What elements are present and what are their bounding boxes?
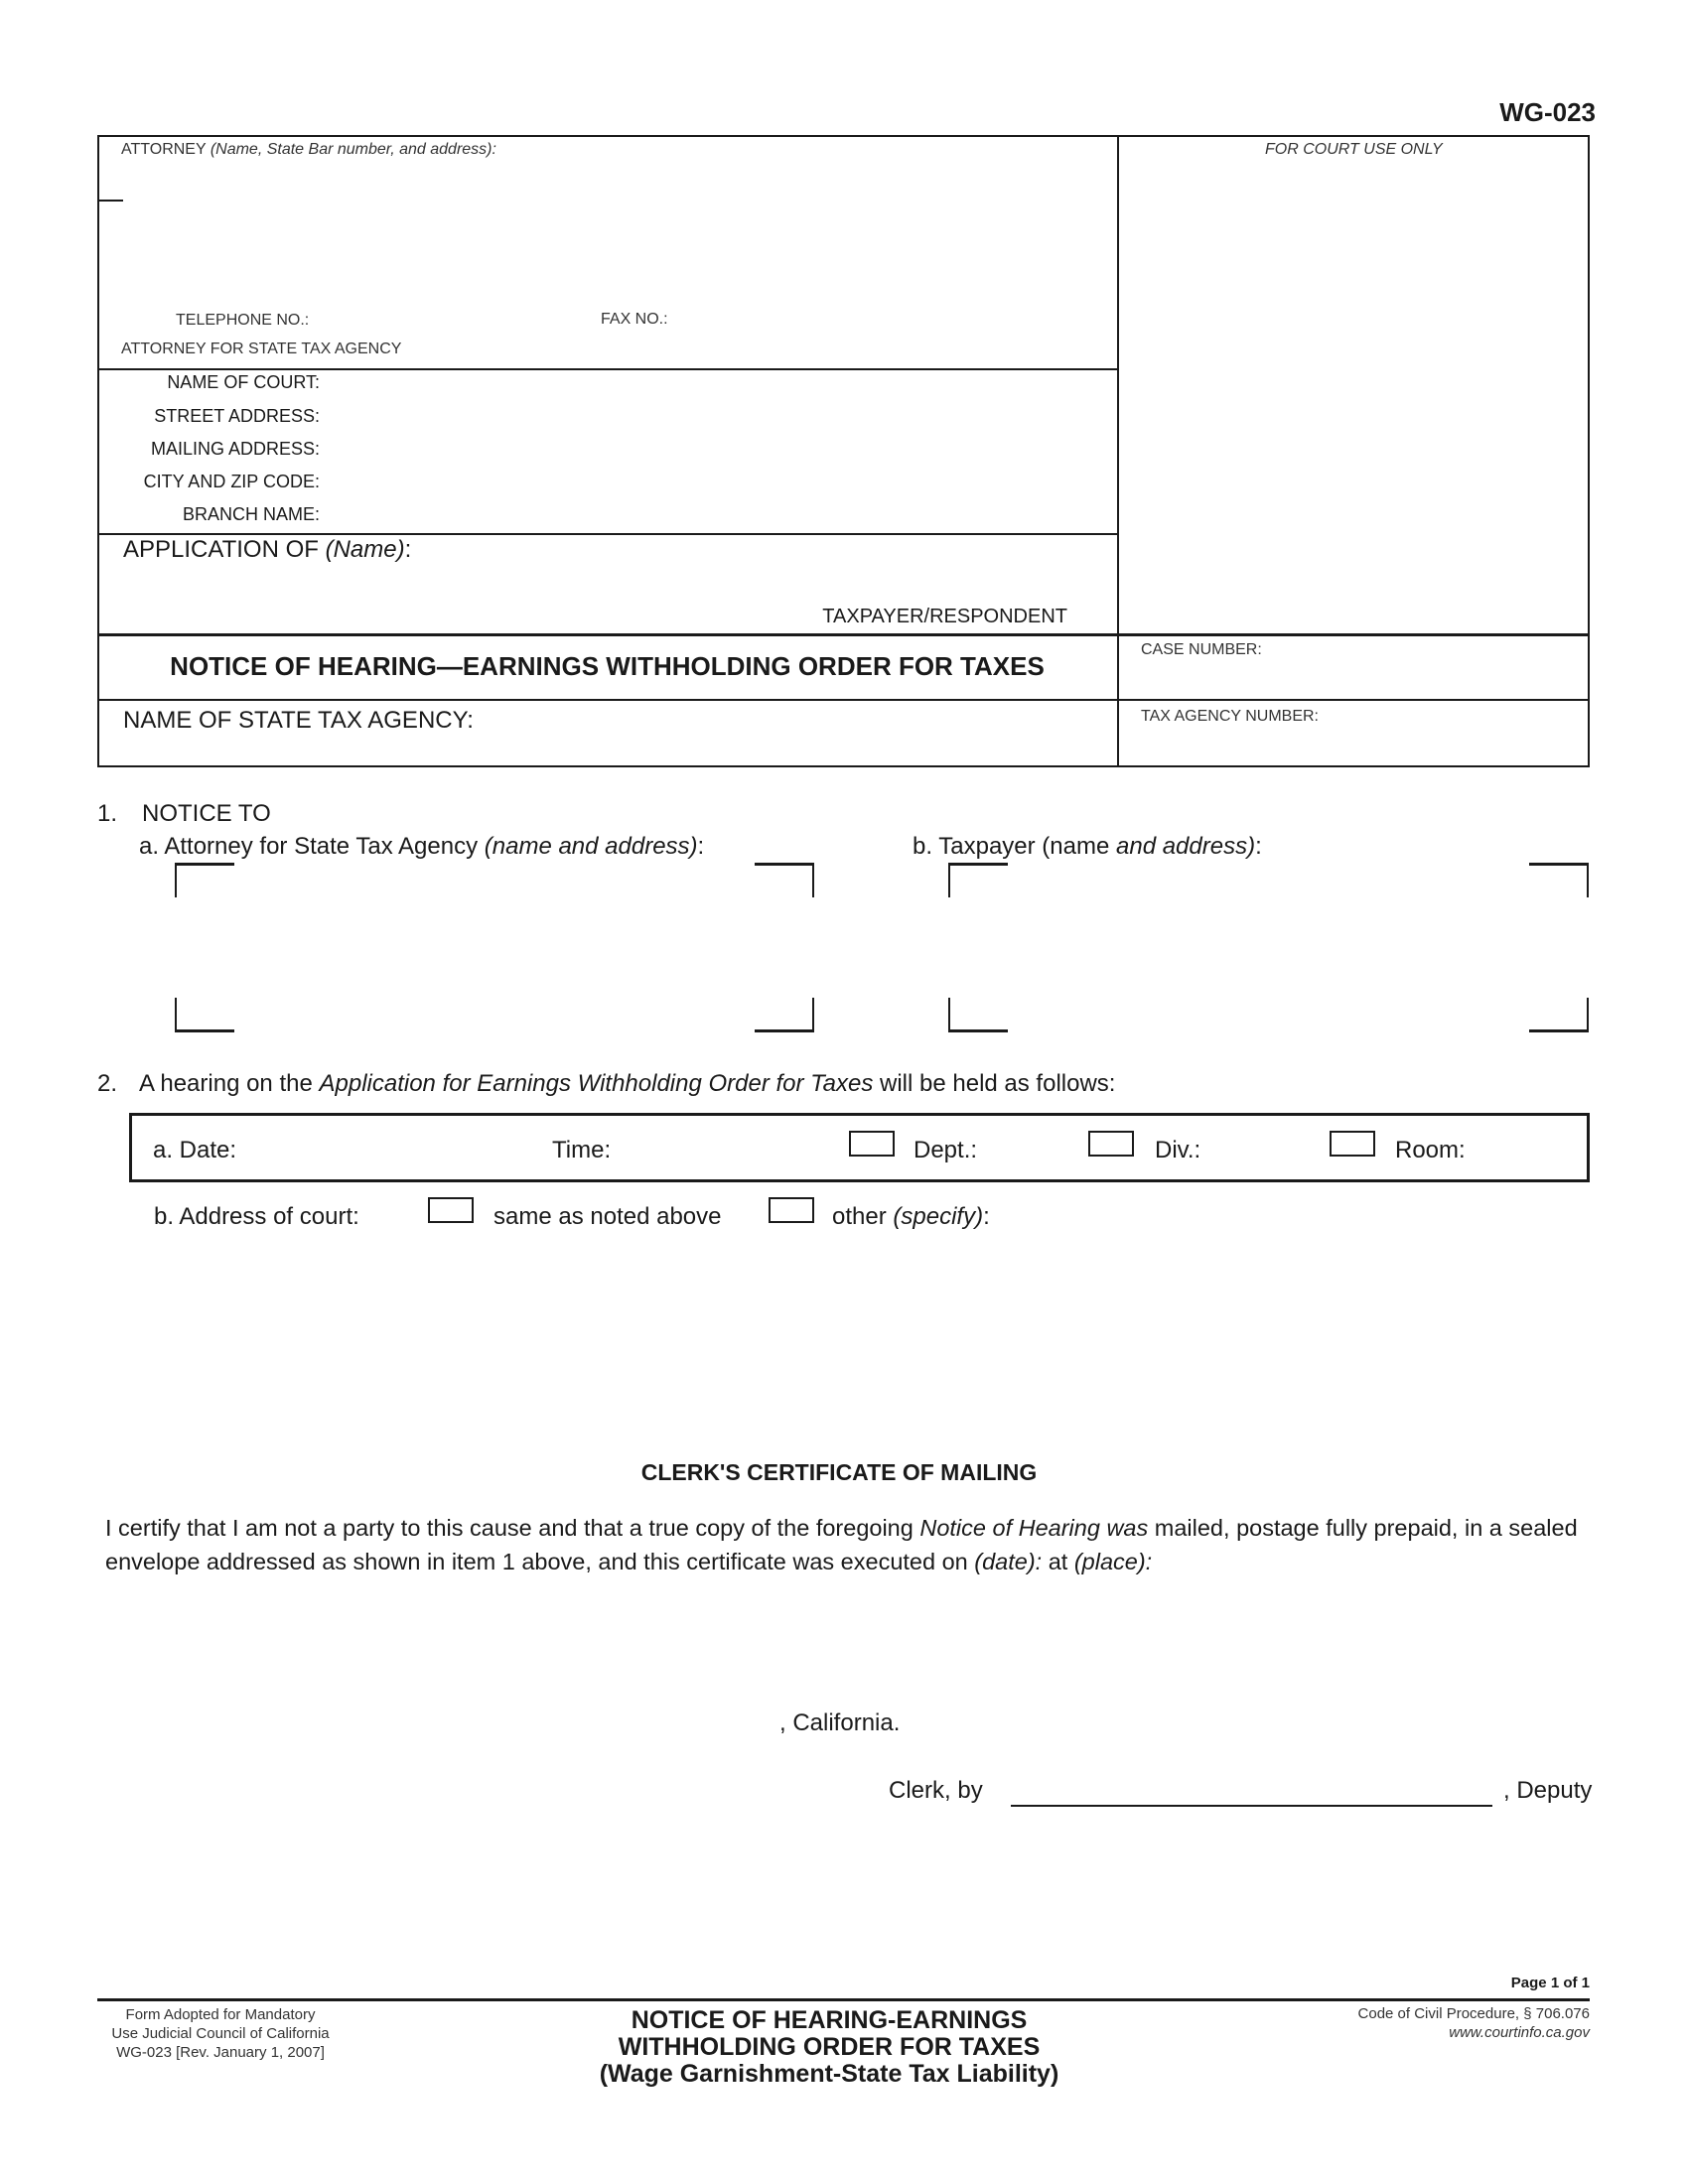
footer-left xyxy=(97,2005,344,2062)
divider xyxy=(97,368,1117,370)
form-id: WG-023 xyxy=(1499,97,1596,127)
same-address-label: same as noted above xyxy=(493,1203,722,1230)
dept-label: Dept.: xyxy=(914,1137,978,1163)
certificate-text: I certify that I am not a party to this cause and that a true copy of the foregoing Notice of Hearing was mailed, postage fully prepaid, in a sealed envelope addressed as shown in item 1 above, and this certificate was executed on (date): at (place): xyxy=(105,1515,1578,1574)
divider xyxy=(97,699,1590,701)
time-label: Time: xyxy=(552,1137,612,1163)
agency-name-field[interactable] xyxy=(123,735,1100,764)
deputy-signature-line xyxy=(1011,1805,1492,1807)
court-street-field[interactable] xyxy=(333,404,1101,432)
court-name-label: NAME OF COURT: xyxy=(167,372,320,392)
time-field[interactable] xyxy=(621,1135,843,1166)
attorney-for-label: ATTORNEY FOR STATE TAX AGENCY xyxy=(121,341,402,357)
court-mailing-label: MAILING ADDRESS: xyxy=(150,439,320,459)
deputy-label: , Deputy xyxy=(1503,1777,1593,1804)
footer-title-line: NOTICE OF HEARING-EARNINGS xyxy=(631,2006,1028,2034)
date-field[interactable] xyxy=(253,1135,535,1166)
attorney-address-field[interactable] xyxy=(189,879,798,1022)
court-branch-field[interactable] xyxy=(333,502,1101,530)
application-of-label: APPLICATION OF (Name): xyxy=(123,536,412,563)
application-name-field[interactable] xyxy=(123,568,1100,606)
item1a-label: a. Attorney for State Tax Agency (name and address): xyxy=(139,833,705,860)
certificate-heading: CLERK'S CERTIFICATE OF MAILING xyxy=(640,1459,1038,1485)
california-label: , California. xyxy=(779,1709,901,1736)
fax-label: FAX NO.: xyxy=(601,311,668,328)
footer-title-line: (Wage Garnishment-State Tax Liability) xyxy=(599,2060,1059,2088)
item1-number: 1. xyxy=(97,800,118,827)
form-title: NOTICE OF HEARING—EARNINGS WITHHOLDING ORDER FOR TAXES xyxy=(170,651,1045,681)
footer-title-line: WITHHOLDING ORDER FOR TAXES xyxy=(618,2033,1041,2061)
telephone-field[interactable] xyxy=(323,308,585,334)
agency-number-label: TAX AGENCY NUMBER: xyxy=(1141,708,1319,725)
court-branch-label: BRANCH NAME: xyxy=(182,504,320,524)
room-label: Room: xyxy=(1395,1137,1466,1163)
court-name-field[interactable] xyxy=(333,371,1101,399)
room-checkbox[interactable] xyxy=(1330,1131,1375,1157)
divider xyxy=(97,633,1590,636)
footer-left-line: Use Judicial Council of California xyxy=(111,2025,330,2042)
other-address-label: other (specify): xyxy=(832,1203,990,1230)
agency-name-label: NAME OF STATE TAX AGENCY: xyxy=(123,707,474,734)
other-address-field[interactable] xyxy=(154,1241,1588,1414)
courtinfo-link[interactable]: www.courtinfo.ca.gov xyxy=(1449,2024,1590,2041)
item2-number: 2. xyxy=(97,1070,118,1097)
footer-rule xyxy=(97,1998,1590,2001)
place-field[interactable] xyxy=(298,1706,778,1737)
div-checkbox[interactable] xyxy=(1088,1131,1134,1157)
page-number: Page 1 of 1 xyxy=(1510,1975,1590,1991)
deputy-signature-field[interactable] xyxy=(1011,1772,1496,1804)
court-street-label: STREET ADDRESS: xyxy=(154,406,320,426)
agency-number-field[interactable] xyxy=(1141,731,1582,762)
div-label: Div.: xyxy=(1155,1137,1201,1163)
code-citation: Code of Civil Procedure, § 706.076 xyxy=(1357,2005,1590,2022)
item1-heading: NOTICE TO xyxy=(142,800,271,827)
footer-title xyxy=(531,2007,1127,2088)
clerk-by-label: Clerk, by xyxy=(889,1777,983,1804)
case-number-field[interactable] xyxy=(1141,663,1582,695)
court-city-field[interactable] xyxy=(333,470,1101,497)
taxpayer-respondent-label: TAXPAYER/RESPONDENT xyxy=(822,606,1067,627)
attorney-field[interactable] xyxy=(129,169,1106,300)
item1b-label: b. Taxpayer (name and address): xyxy=(913,833,1262,860)
caption-divider xyxy=(1117,135,1119,767)
court-use-only-label: FOR COURT USE ONLY xyxy=(1265,141,1443,158)
court-mailing-field[interactable] xyxy=(333,437,1101,465)
tick-mark xyxy=(97,200,123,202)
court-city-label: CITY AND ZIP CODE: xyxy=(143,472,320,491)
same-address-checkbox[interactable] xyxy=(428,1197,474,1223)
footer-left-line: WG-023 [Rev. January 1, 2007] xyxy=(116,2044,325,2061)
item2-text: A hearing on the Application for Earnings Withholding Order for Taxes will be held as follows: xyxy=(139,1070,1116,1097)
address-of-court-label: b. Address of court: xyxy=(154,1203,359,1230)
divider xyxy=(97,533,1117,535)
telephone-label: TELEPHONE NO.: xyxy=(176,312,310,329)
fax-field[interactable] xyxy=(680,308,1101,334)
attorney-label: ATTORNEY (Name, State Bar number, and address): xyxy=(121,141,496,158)
case-number-label: CASE NUMBER: xyxy=(1141,641,1262,658)
other-address-checkbox[interactable] xyxy=(769,1197,814,1223)
dept-checkbox[interactable] xyxy=(849,1131,895,1157)
footer-left-line: Form Adopted for Mandatory xyxy=(125,2006,316,2023)
taxpayer-address-field[interactable] xyxy=(963,879,1573,1022)
date-label: a. Date: xyxy=(153,1137,237,1163)
